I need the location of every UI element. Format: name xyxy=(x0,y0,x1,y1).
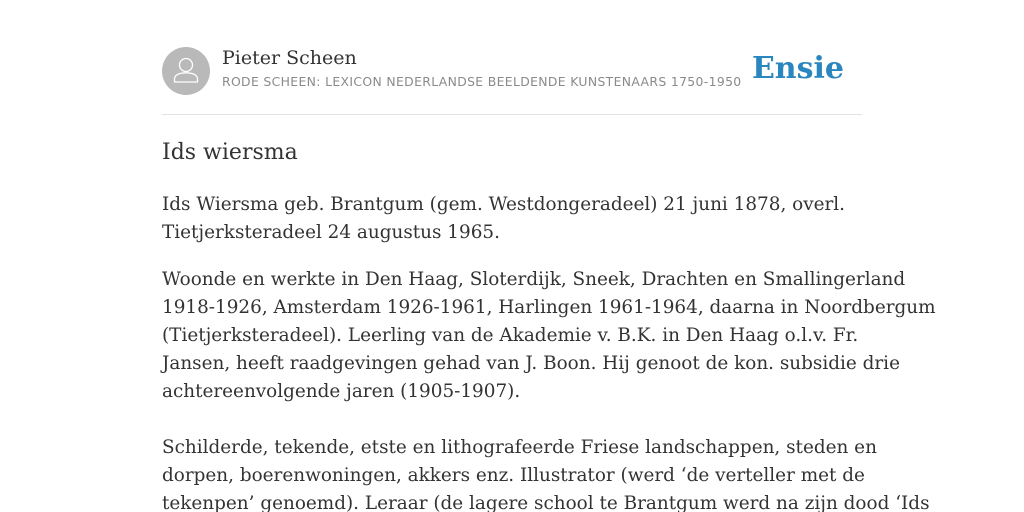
page-title: Ids wiersma xyxy=(162,140,298,165)
author-name[interactable]: Pieter Scheen xyxy=(222,47,357,69)
avatar[interactable] xyxy=(162,47,210,95)
paragraph-line: Woonde en werkte in Den Haag, Sloterdijk, Sneek, Drachten en Smallingerland xyxy=(162,269,906,290)
brand-logo[interactable]: Ensie xyxy=(751,51,844,86)
paragraph-line: Schilderde, tekende, etste en lithografeerde Friese landschappen, steden en xyxy=(162,437,877,458)
article-paragraph xyxy=(162,266,936,406)
paragraph-line: (Tietjerksteradeel). Leerling van de Akademie v. B.K. in Den Haag o.l.v. Fr. xyxy=(162,325,859,346)
article xyxy=(162,138,936,512)
article-paragraph xyxy=(162,434,930,512)
paragraph-line: dorpen, boerenwoningen, akkers enz. Illustrator (werd ‘de verteller met de xyxy=(162,465,865,486)
paragraph-line: Jansen, heeft raadgevingen gehad van J. Boon. Hij genoot de kon. subsidie drie xyxy=(162,353,900,374)
user-icon xyxy=(162,47,210,95)
paragraph-line: tekenpen’ genoemd). Leraar (de lagere school te Brantgum werd na zijn dood ‘Ids xyxy=(162,493,930,512)
paragraph-line: Ids Wiersma geb. Brantgum (gem. Westdongeradeel) 21 juni 1878, overl. xyxy=(162,194,846,215)
paragraph-line: Tietjerksteradeel 24 augustus 1965. xyxy=(162,222,500,243)
paragraph-line: 1918-1926, Amsterdam 1926-1961, Harlingen 1961-1964, daarna in Noordbergum xyxy=(162,297,936,318)
article-paragraph xyxy=(162,191,862,247)
article-header xyxy=(162,46,862,115)
source-title[interactable]: RODE SCHEEN: LEXICON NEDERLANDSE BEELDENDE KUNSTENAARS 1750-1950 xyxy=(222,74,742,89)
paragraph-line: achtereenvolgende jaren (1905-1907). xyxy=(162,381,521,402)
